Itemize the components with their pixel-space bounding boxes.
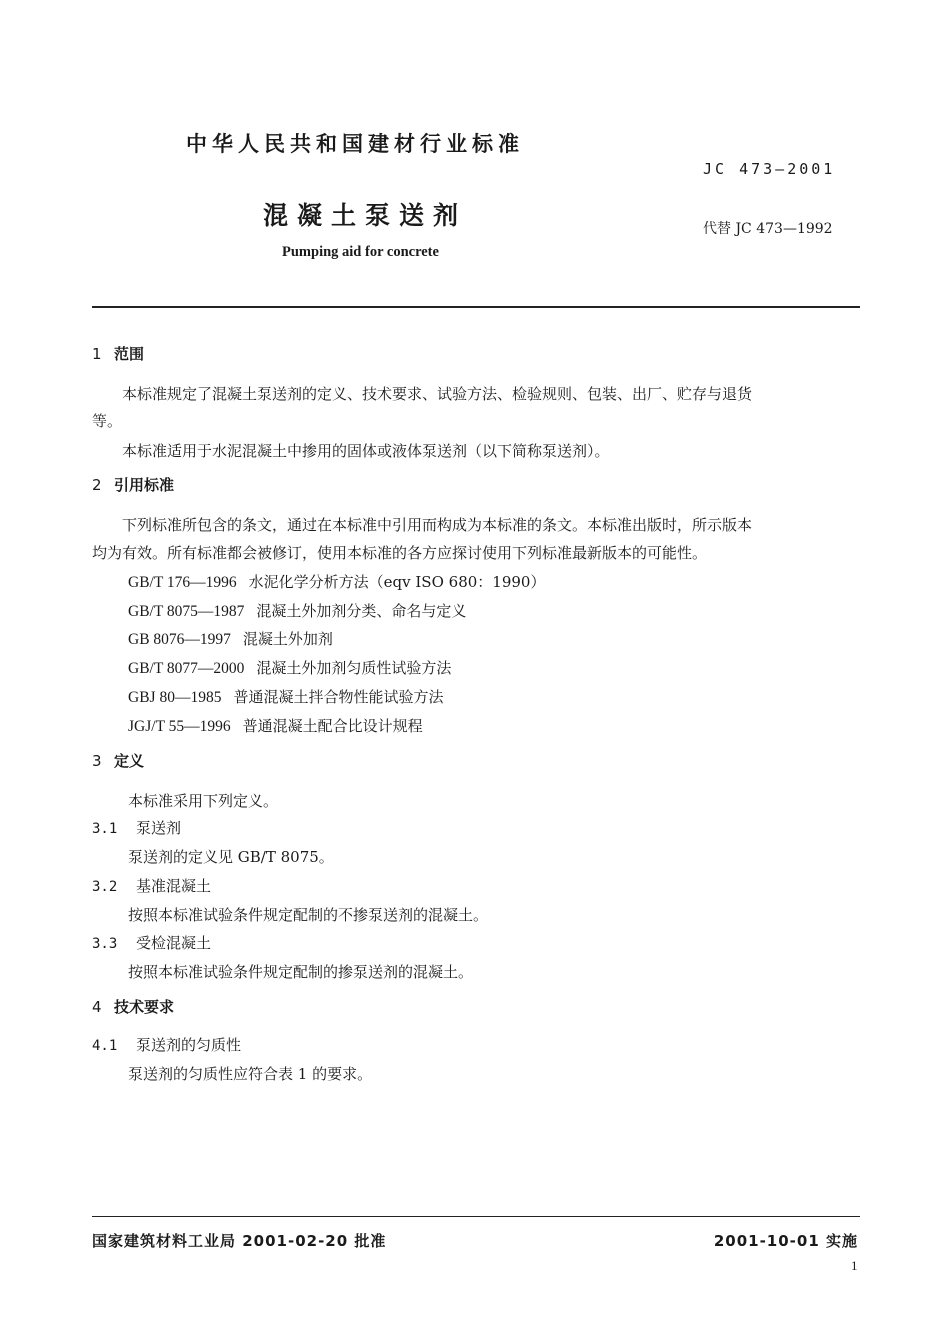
s1-paragraph-1-line-1: 本标准规定了混凝土泵送剂的定义、技术要求、试验方法、检验规则、包装、出厂、贮存与退货 — [122, 385, 753, 403]
reference-item — [128, 686, 443, 707]
section-number: 2 — [92, 476, 102, 494]
section-title: 定义 — [114, 752, 145, 770]
approval-line: 国家建筑材料工业局 2001-02-20 批准 — [92, 1232, 387, 1250]
reference-code: GB/T 8077—2000 — [128, 660, 245, 677]
definition-term — [92, 875, 211, 896]
s2-paragraph-line-2: 均为有效。所有标准都会被修订，使用本标准的各方应探讨使用下列标准最新版本的可能性。 — [92, 544, 708, 562]
section-number: 4 — [92, 998, 102, 1016]
replaces-standard: 代替 JC 473—1992 — [703, 221, 833, 237]
document-title-cn: 混凝土泵送剂 — [263, 201, 468, 230]
s3-intro: 本标准采用下列定义。 — [128, 792, 279, 810]
page-number: 1 — [851, 1258, 858, 1273]
reference-title: 混凝土外加剂 — [242, 630, 333, 648]
reference-item — [128, 715, 423, 736]
reference-item — [128, 600, 466, 621]
term-label: 基准混凝土 — [136, 877, 212, 895]
reference-title: 混凝土外加剂匀质性试验方法 — [256, 659, 452, 677]
section-number: 1 — [92, 345, 102, 363]
section-number: 3 — [92, 752, 102, 770]
clause-number: 3.3 — [92, 936, 118, 952]
implementation-date: 2001-10-01 实施 — [713, 1232, 858, 1250]
clause-number: 3.2 — [92, 879, 118, 895]
section-3-heading — [92, 750, 144, 771]
reference-title: 混凝土外加剂分类、命名与定义 — [256, 602, 467, 620]
definition-text: 泵送剂的定义见 GB/T 8075。 — [128, 848, 334, 866]
definition-term — [92, 817, 181, 838]
standard-number: JC 473—2001 — [703, 160, 836, 178]
reference-code: GB/T 8075—1987 — [128, 603, 245, 620]
reference-code: GB/T 176—1996 — [128, 574, 237, 591]
section-4-heading — [92, 996, 174, 1017]
reference-item — [128, 628, 333, 649]
reference-item — [128, 657, 451, 678]
section-title: 引用标准 — [114, 476, 175, 494]
footer-divider — [92, 1216, 860, 1217]
term-label: 受检混凝土 — [136, 934, 212, 952]
header-divider — [92, 306, 860, 308]
s1-paragraph-1-line-2: 等。 — [92, 412, 123, 430]
definition-text: 按照本标准试验条件规定配制的不掺泵送剂的混凝土。 — [128, 906, 489, 924]
reference-title: 普通混凝土拌合物性能试验方法 — [233, 688, 444, 706]
s1-paragraph-2: 本标准适用于水泥混凝土中掺用的固体或液体泵送剂（以下简称泵送剂）。 — [122, 442, 610, 460]
industry-standard-heading: 中华人民共和国建材行业标准 — [186, 132, 524, 156]
definition-text: 按照本标准试验条件规定配制的掺泵送剂的混凝土。 — [128, 963, 474, 981]
document-title-en: Pumping aid for concrete — [282, 244, 439, 260]
term-label: 泵送剂 — [136, 819, 182, 837]
section-2-heading — [92, 474, 174, 495]
reference-title: 水泥化学分析方法（eqv ISO 680：1990） — [248, 573, 546, 591]
section-title: 范围 — [114, 345, 145, 363]
section-title: 技术要求 — [114, 998, 175, 1016]
reference-code: JGJ/T 55—1996 — [128, 718, 231, 735]
reference-item — [128, 571, 545, 592]
clause-number: 4.1 — [92, 1038, 118, 1054]
requirement-text: 泵送剂的匀质性应符合表 1 的要求。 — [128, 1065, 373, 1083]
term-label: 泵送剂的匀质性 — [136, 1036, 242, 1054]
section-1-heading — [92, 343, 144, 364]
clause-number: 3.1 — [92, 821, 118, 837]
reference-title: 普通混凝土配合比设计规程 — [242, 717, 423, 735]
s2-paragraph-line-1: 下列标准所包含的条文，通过在本标准中引用而构成为本标准的条文。本标准出版时，所示版本 — [122, 516, 753, 534]
reference-code: GB 8076—1997 — [128, 631, 231, 648]
requirement-term — [92, 1034, 241, 1055]
reference-code: GBJ 80—1985 — [128, 689, 222, 706]
definition-term — [92, 932, 211, 953]
